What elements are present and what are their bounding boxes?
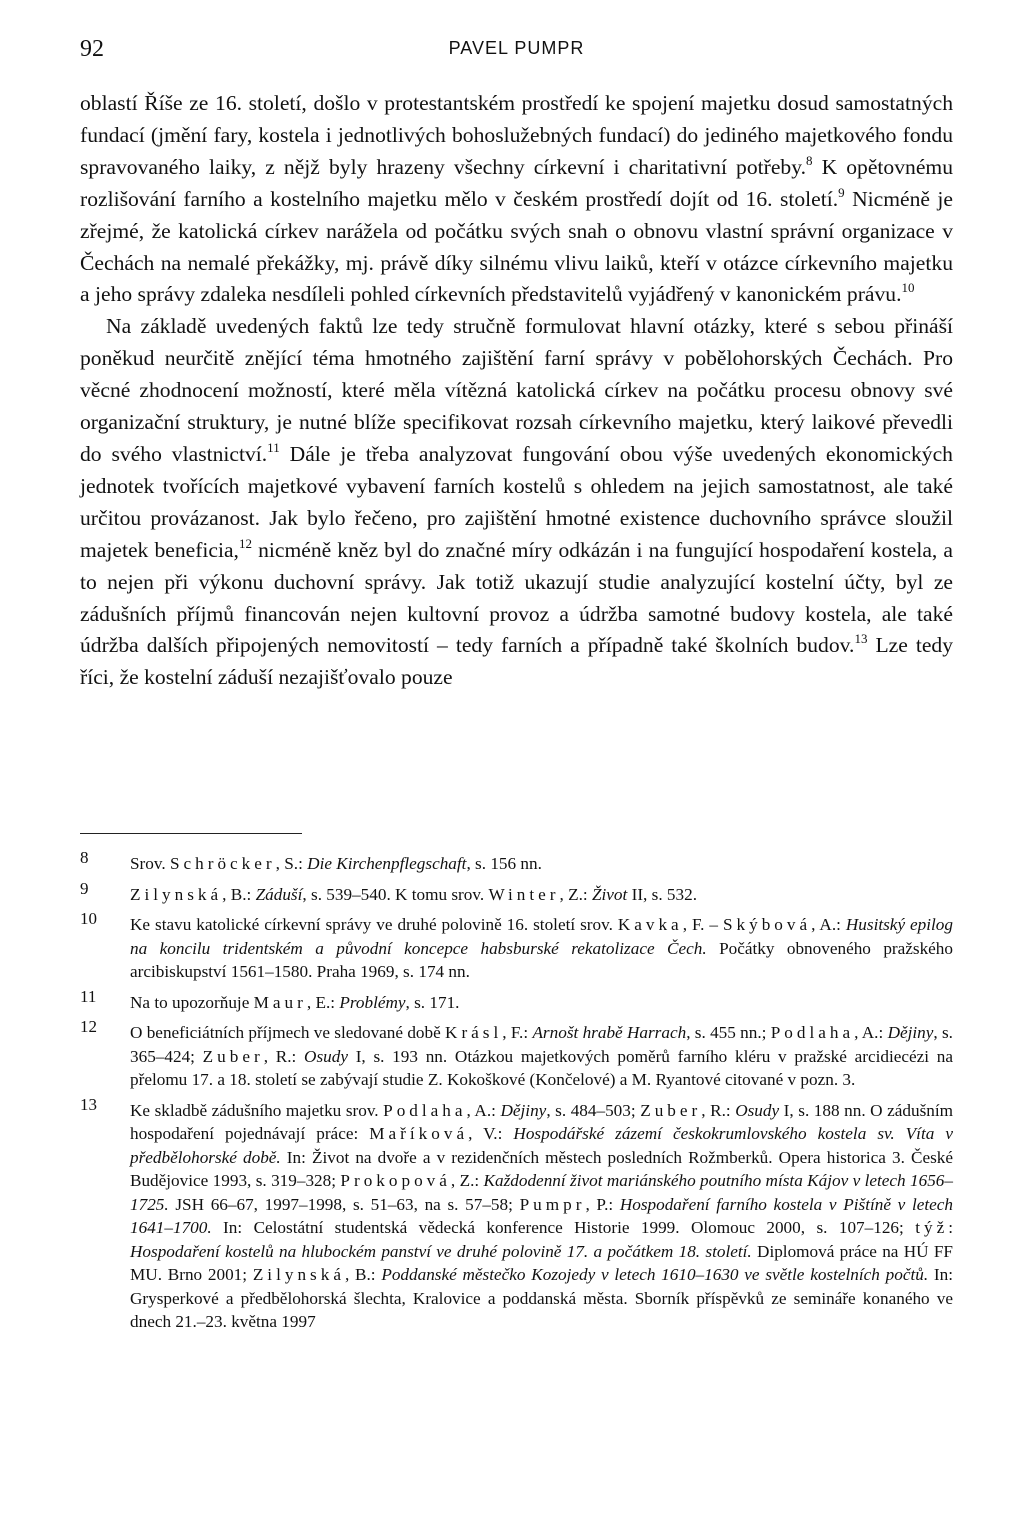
fn-author: Schröcker — [169, 854, 276, 873]
fn-title: Hospodaření kostelů na hlubockém panství ve druhé polovině 17. a počátkem 18. století. — [130, 1241, 752, 1261]
fn-title: Die Kirchenpflegschaft — [307, 854, 467, 873]
fn-text: , B.: — [222, 884, 256, 904]
fn-text: , B.: — [344, 1265, 382, 1284]
footnote-number: 13 — [80, 1094, 97, 1114]
fn-author: Podlaha — [770, 1023, 855, 1042]
fn-text: , S.: — [275, 854, 308, 873]
fn-title: Hospodářské zázemí českokrumlovského kostela sv. Víta v předbělohorské době. — [130, 1124, 953, 1167]
fn-author: Skýbová — [722, 915, 812, 934]
fn-text: , Z.: — [559, 884, 592, 904]
fn-text: : — [948, 1218, 953, 1237]
fn-text: In: Celostátní studentská vědecká konference Historie 1999. Olomouc 2000, s. 107–126; — [211, 1218, 916, 1237]
fn-author: Podlaha — [383, 1100, 467, 1120]
fn-author: Zuber — [202, 1046, 264, 1066]
footnote-number: 8 — [80, 848, 89, 867]
footnote-ref-12: 12 — [238, 535, 252, 551]
fn-text: Diplomová práce na HÚ FF MU. Brno 2001; — [130, 1241, 953, 1284]
fn-title: Osudy — [735, 1100, 780, 1120]
fn-text: , s. 171. — [405, 992, 460, 1012]
fn-text: , s. 455 nn.; — [686, 1023, 771, 1042]
page-header — [80, 36, 953, 64]
footnote-10 — [80, 909, 953, 984]
fn-author: Winter — [488, 884, 560, 904]
fn-title: Osudy — [304, 1046, 348, 1066]
fn-title: Hospodaření farního kostela v Pištíně v letech 1641–1700. — [130, 1194, 953, 1237]
fn-text: In: Život na dvoře a v rezidenčních městech posledních Rožmberků. Opera historica 3. České Budějovice 1993, s. 319–328; — [130, 1147, 953, 1190]
fn-author: Prokopová — [340, 1171, 451, 1190]
footnote-12 — [80, 1017, 953, 1092]
fn-text: , s. 484–503; — [546, 1100, 641, 1120]
running-head: PAVEL PUMPR — [448, 38, 585, 58]
fn-text: Srov. — [130, 854, 170, 873]
text-run: nicméně kněz byl do značné míry odkázán i na fungující hospodaření kostela, a to nejen při výkonu duchovní správy. Jak totiž ukazují studie analyzující kostelní účty, byl ze zádušních příjmů financován nejen kultovní provoz a údržba samotné budovy kostela, ale také údržba dalších připojených nemovitostí – tedy farních a případně také školních budov. — [80, 537, 953, 658]
fn-author: Maříková — [369, 1124, 469, 1143]
footnote-ref-8: 8 — [806, 152, 813, 168]
fn-author: Maur — [253, 992, 307, 1012]
main-text — [80, 88, 953, 694]
text-run: Lze tedy říci, že kostelní záduší nezajišťovalo pouze — [80, 633, 953, 690]
fn-author: Zilynská — [252, 1265, 345, 1284]
paragraph-1 — [80, 88, 953, 311]
fn-author: týž — [915, 1218, 949, 1237]
fn-author: Pumpr — [519, 1194, 586, 1214]
fn-title: Problémy — [339, 992, 406, 1012]
text-run: oblastí Říše ze 16. století, došlo v protestantském prostředí ke spojení majetku dosud samostatných fundací (jmění fary, kostela i jednotlivých bohoslužebných fundací) do jediného majetkového fondu spravovaného laiky, z nějž byly hrazeny všechny církevní i charitativní potřeby. — [80, 91, 953, 179]
footnote-8 — [80, 848, 953, 876]
fn-title: Každodenní život mariánského poutního místa Kájov v letech 1656–1725. — [130, 1171, 953, 1214]
fn-author: Kavka — [617, 915, 683, 934]
fn-text: , A.: — [811, 915, 846, 934]
footnote-13 — [80, 1094, 954, 1334]
fn-text: JSH 66–67, 1997–1998, s. 51–63, na s. 57–58; — [168, 1194, 520, 1214]
fn-author: Zilynská — [130, 884, 223, 904]
footnotes — [80, 848, 954, 1341]
fn-text: , R.: — [701, 1100, 736, 1120]
fn-text: Ke skladbě zádušního majetku srov. — [130, 1100, 384, 1120]
fn-text: Na to upozorňuje — [130, 992, 254, 1012]
fn-text: , P.: — [585, 1194, 620, 1214]
footnote-ref-10: 10 — [901, 280, 915, 296]
fn-title: Život — [591, 884, 628, 904]
fn-title: Husitský epilog na koncilu tridentském a původní koncepce habsburské rekatolizace Čech. — [130, 915, 953, 958]
fn-title: Záduší — [255, 884, 303, 904]
footnote-number: 11 — [80, 986, 97, 1006]
fn-text: , V.: — [468, 1124, 514, 1143]
fn-text: , s. 539–540. K tomu srov. — [302, 884, 489, 904]
fn-text: , E.: — [306, 992, 340, 1012]
text-run: K opětovnému rozlišování farního a kostelního majetku mělo v českém prostředí dojít od 16. století. — [80, 154, 954, 211]
fn-text: I, s. 193 nn. Otázkou majetkových poměrů farního kléru v pražské arcidiecézi na přelomu 17. a 18. století se zabývají studie Z. Kokoškové (Končelové) a M. Ryantové citované v pozn. 3. — [130, 1046, 953, 1089]
footnote-9 — [80, 878, 953, 907]
fn-title: Dějiny — [887, 1023, 934, 1042]
fn-text: In: Grysperkové a předbělohorská šlechta, Kralovice a poddanská města. Sborník příspěvků ze semináře konaného ve dnech 21.–23. května 1997 — [130, 1265, 953, 1331]
fn-text: O beneficiátních příjmech ve sledované době — [130, 1023, 446, 1042]
footnote-number: 10 — [80, 909, 97, 928]
fn-title: Arnošt hrabě Harrach — [532, 1023, 687, 1042]
fn-text: , F. – — [682, 915, 723, 934]
fn-title: Poddanské městečko Kozojedy v letech 1610–1630 ve světle kostelních počtů. — [381, 1265, 929, 1284]
fn-author: Krásl — [445, 1023, 503, 1042]
fn-text: Ke stavu katolické církevní správy ve druhé polovině 16. století srov. — [130, 915, 618, 934]
fn-text: , R.: — [263, 1046, 305, 1066]
fn-text: , Z.: — [450, 1171, 484, 1190]
fn-text: , s. 156 nn. — [466, 854, 542, 873]
fn-author: Zuber — [640, 1100, 702, 1120]
fn-text: , A.: — [854, 1023, 888, 1042]
footnote-ref-13: 13 — [854, 631, 868, 647]
text-run: Na základě uvedených faktů lze tedy stručně formulovat hlavní otázky, které s sebou přináší poněkud neurčitě znějící téma hmotného zajištění farní správy v pobělohorských Čechách. Pro věcné zhodnocení možností, které měla vítězná katolická církev na počátku procesu obnovy své organizační struktury, je nutné blíže specifikovat rozsah církevního majetku, který laikové převedli do svého vlastnictví. — [80, 314, 953, 466]
fn-text: I, s. 188 nn. O zádušním hospodaření pojednávají práce: — [130, 1100, 954, 1143]
page-number: 92 — [80, 36, 104, 62]
text-run: Nicméně je zřejmé, že katolická církev narážela od počátku svých snah o obnovu vlastní správní organizace v Čechách na nemalé překážky, mj. právě díky silnému vlivu laiků, kteří v otázce církevního majetku a jeho správy zdaleka nesdíleli pohled církevních představitelů vyjádřený v kanonickém právu. — [80, 186, 953, 307]
footnote-number: 9 — [80, 878, 89, 898]
fn-text: II, s. 532. — [627, 884, 697, 904]
footnote-11 — [80, 986, 953, 1015]
fn-text: Počátky obnoveného pražského arcibiskupství 1561–1580. Praha 1969, s. 174 nn. — [130, 938, 953, 981]
footnote-ref-9: 9 — [838, 184, 845, 200]
fn-text: , A.: — [466, 1100, 501, 1120]
fn-title: Dějiny — [500, 1100, 547, 1120]
fn-text: , F.: — [502, 1023, 533, 1042]
footnote-ref-11: 11 — [267, 439, 280, 455]
footnote-separator — [80, 833, 302, 834]
footnote-number: 12 — [80, 1017, 97, 1036]
fn-text: , s. 365–424; — [130, 1023, 953, 1066]
paragraph-2 — [80, 311, 953, 694]
text-run: Dále je třeba analyzovat fungování obou výše uvedených ekonomických jednotek tvořících majetkové vybavení farních kostelů s ohledem na jejich samostatnost, ale také určitou provázanost. Jak bylo řečeno, pro zajištění hmotné existence duchovního správce sloužil majetek beneficia, — [80, 441, 953, 562]
